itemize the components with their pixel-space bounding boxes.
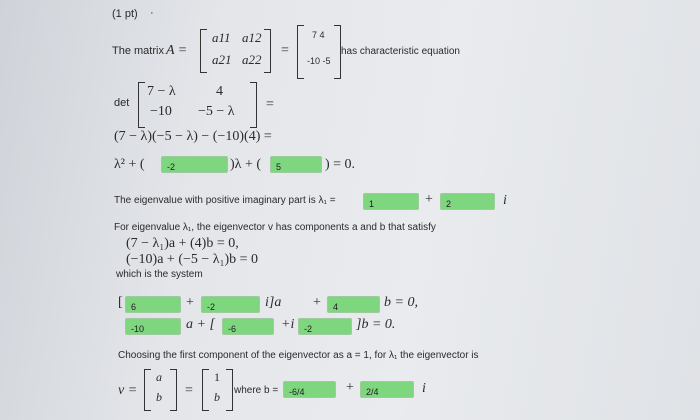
eigvec-intro-text: For eigenvalue λ₁, the eigenvector v has components a and b that satisfy: [114, 222, 436, 233]
matrix-a22: a22: [242, 52, 262, 67]
final-vec2-left-bracket: [202, 369, 209, 411]
eigenvalue-i: i: [503, 193, 507, 208]
det-eq: =: [266, 97, 274, 112]
eigenvalue-imag-input[interactable]: [441, 197, 494, 212]
char-eq-tail: ) = 0.: [325, 157, 356, 172]
final-real-input[interactable]: [284, 385, 335, 400]
points-label: (1 pt): [112, 8, 138, 20]
char-coef-2-input[interactable]: [271, 160, 321, 175]
system-r1-v2-input[interactable]: [202, 300, 259, 315]
matrix-a11: a11: [212, 30, 231, 45]
system-row1-ia: i]a: [265, 295, 282, 310]
eigenvalue-plus: +: [425, 192, 433, 207]
char-coef-1-field[interactable]: [161, 156, 228, 173]
eigenvalue-imag-field[interactable]: [440, 193, 495, 210]
char-coef-1-input[interactable]: [162, 160, 227, 175]
final-plus: +: [346, 380, 354, 395]
values-right-bracket: [334, 25, 341, 79]
matrix-a12: a12: [242, 30, 262, 45]
matrix-A-eq: A =: [166, 43, 188, 58]
values-row-2: -10 -5: [307, 56, 331, 66]
header-dot: ·: [150, 7, 154, 19]
char-coef-2-field[interactable]: [270, 156, 322, 173]
det-m11: 7 − λ: [147, 84, 176, 99]
eigenvalue-real-field[interactable]: [363, 193, 419, 210]
choose-text: Choosing the first component of the eigenvector as a = 1, for λ₁ the eigenvector is: [118, 350, 479, 361]
matrix-prefix: The matrix: [112, 45, 164, 57]
matrix-eq: =: [281, 43, 289, 58]
system-row1-tail: b = 0,: [384, 295, 418, 310]
system-row2-tail: ]b = 0.: [356, 317, 396, 332]
final-vec2-b: b: [214, 390, 220, 404]
expansion-line: (7 − λ)(−5 − λ) − (−10)(4) =: [114, 129, 272, 144]
final-vec2-one: 1: [214, 370, 220, 384]
final-vec1-left-bracket: [144, 369, 151, 411]
system-r2-v1-input[interactable]: [126, 322, 180, 337]
det-label: det: [114, 97, 130, 109]
final-vec1-b: b: [156, 390, 162, 404]
system-row2-mid: a + [: [186, 317, 215, 332]
eigvec-eq-1: (7 − λ₁)a + (4)b = 0,: [126, 236, 239, 251]
system-r2-v2-input[interactable]: [223, 322, 273, 337]
matrix-right-bracket: [264, 29, 271, 73]
system-r1-v1-field[interactable]: [125, 296, 181, 313]
eigenvalue-text: The eigenvalue with positive imaginary part is λ₁ =: [114, 195, 336, 206]
final-v-eq: v =: [118, 383, 138, 398]
final-vec1-a: a: [156, 370, 162, 384]
system-r1-v2-field[interactable]: [201, 296, 260, 313]
system-r2-v3-field[interactable]: [298, 318, 352, 335]
matrix-left-bracket: [200, 29, 207, 73]
char-eq-lead: λ² + (: [114, 157, 145, 172]
det-m22: −5 − λ: [198, 104, 235, 119]
final-where-label: where b =: [234, 385, 279, 396]
matrix-a21: a21: [212, 52, 232, 67]
eigenvalue-real-input[interactable]: [364, 197, 418, 212]
final-i: i: [422, 381, 426, 396]
system-row2-pi: +i: [281, 317, 295, 332]
system-row1-open: [: [118, 295, 123, 310]
values-left-bracket: [297, 25, 304, 79]
system-r1-v3-field[interactable]: [327, 296, 380, 313]
system-r1-v3-input[interactable]: [328, 300, 379, 315]
final-vec2-right-bracket: [226, 369, 233, 411]
final-vec1-right-bracket: [170, 369, 177, 411]
det-left-bracket: [138, 82, 145, 128]
system-row1-plus: +: [186, 295, 194, 310]
system-r2-v3-input[interactable]: [299, 322, 351, 337]
system-r2-v1-field[interactable]: [125, 318, 181, 335]
char-eq-suffix: has characteristic equation: [341, 46, 460, 57]
system-r1-v1-input[interactable]: [126, 300, 180, 315]
det-m12: 4: [216, 84, 223, 99]
det-m21: −10: [150, 104, 172, 119]
final-imag-input[interactable]: [361, 385, 413, 400]
char-eq-mid: )λ + (: [230, 157, 262, 172]
system-row1-plus2: +: [313, 295, 321, 310]
final-real-field[interactable]: [283, 381, 336, 398]
system-r2-v2-field[interactable]: [222, 318, 274, 335]
det-right-bracket: [250, 82, 257, 128]
final-eq: =: [185, 383, 193, 398]
eigvec-eq-2: (−10)a + (−5 − λ₁)b = 0: [126, 252, 259, 267]
system-label: which is the system: [116, 269, 203, 280]
values-row-1: 7 4: [312, 30, 325, 40]
final-imag-field[interactable]: [360, 381, 414, 398]
